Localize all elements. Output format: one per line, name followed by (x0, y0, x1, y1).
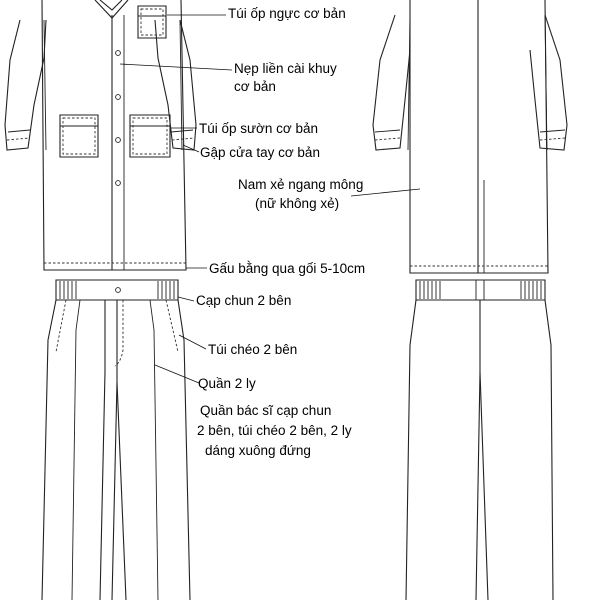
leader-slant-pocket (179, 335, 206, 349)
front-coat (5, 0, 196, 270)
label-summary-line1: Quần bác sĩ cạp chun (200, 403, 332, 418)
front-coat-button-4 (116, 181, 121, 186)
front-trousers-right-outseam (178, 300, 190, 600)
label-placket-line1: Nẹp liền cài khuy (234, 61, 337, 76)
back-coat-left-cuff-stitch (375, 138, 400, 140)
back-trousers-waistband (416, 280, 545, 300)
label-vent-line2: (nữ không xẻ) (255, 196, 340, 211)
back-trousers-left-elastic (420, 281, 440, 299)
front-coat-chest-pocket (138, 6, 166, 38)
front-trousers-fly-stitch (115, 300, 123, 366)
back-coat-left-sleeve (373, 15, 410, 150)
front-coat-button-2 (116, 95, 121, 100)
front-coat-chest-pocket-stitch (141, 9, 163, 35)
front-trousers-waist-button (116, 288, 121, 293)
front-trousers (42, 280, 190, 600)
back-trousers-left-outseam (406, 300, 416, 600)
back-coat-left-cuff-line (375, 130, 400, 132)
leader-pleats (155, 365, 199, 383)
back-trousers-right-inseam (480, 372, 488, 600)
label-chest-pocket: Túi ốp ngực cơ bản (228, 6, 346, 21)
leader-placket (120, 64, 232, 70)
back-trousers-belt-loop (476, 280, 484, 300)
back-trousers (406, 280, 553, 600)
label-cuff: Gập cửa tay cơ bản (200, 145, 320, 160)
label-pleats: Quần 2 ly (198, 376, 256, 391)
label-slant-pocket: Túi chéo 2 bên (208, 342, 298, 357)
back-trousers-right-elastic (521, 281, 541, 299)
label-summary-line2: 2 bên, túi chéo 2 bên, 2 ly (197, 423, 352, 438)
front-coat-left-cuff-line (8, 130, 30, 132)
label-summary-line3: dáng xuông đứng (205, 443, 311, 458)
front-coat-left-pocket-stitch (63, 118, 95, 154)
front-trousers-right-elastic (158, 281, 174, 299)
leader-cuff (183, 145, 199, 152)
front-trousers-right-inseam (117, 382, 126, 600)
label-hem: Gấu bằng qua gối 5-10cm (209, 261, 366, 276)
label-placket-line2: cơ bản (234, 79, 276, 94)
front-trousers-left-slant-pocket (56, 300, 66, 352)
front-coat-left-cuff-stitch (7, 138, 29, 140)
front-trousers-left-inseam (100, 372, 105, 600)
front-coat-button-1 (116, 51, 121, 56)
front-trousers-right-crease (154, 330, 158, 600)
label-vent-line1: Nam xẻ ngang mông (238, 177, 364, 192)
front-trousers-left-elastic (60, 281, 76, 299)
front-trousers-left-crease (72, 330, 76, 600)
back-trousers-right-outseam (545, 300, 553, 600)
label-side-pocket: Túi ốp sườn cơ bản (199, 121, 319, 136)
back-trousers-center-seam (476, 300, 480, 600)
front-coat-right-pocket-stitch (133, 118, 167, 154)
front-trousers-waistband (56, 280, 178, 300)
front-trousers-right-slant-pocket (166, 300, 178, 352)
label-waistband: Cạp chun 2 bên (196, 293, 292, 308)
front-coat-button-3 (116, 138, 121, 143)
front-coat-left-pocket (60, 115, 98, 157)
front-trousers-right-pleat (150, 300, 154, 330)
front-trousers-left-outseam (42, 300, 56, 600)
back-coat-body (410, 0, 548, 273)
back-coat-right-sleeve (530, 15, 567, 150)
front-coat-body (42, 0, 186, 270)
front-coat-right-cuff-stitch (172, 138, 194, 140)
leader-waistband (178, 297, 194, 301)
back-coat-right-cuff-stitch (540, 138, 565, 140)
front-trousers-crotch (105, 300, 117, 600)
front-trousers-left-pleat (76, 300, 80, 330)
back-coat-right-cuff-line (540, 130, 565, 132)
back-coat (373, 0, 567, 273)
front-coat-right-pocket (130, 115, 170, 157)
